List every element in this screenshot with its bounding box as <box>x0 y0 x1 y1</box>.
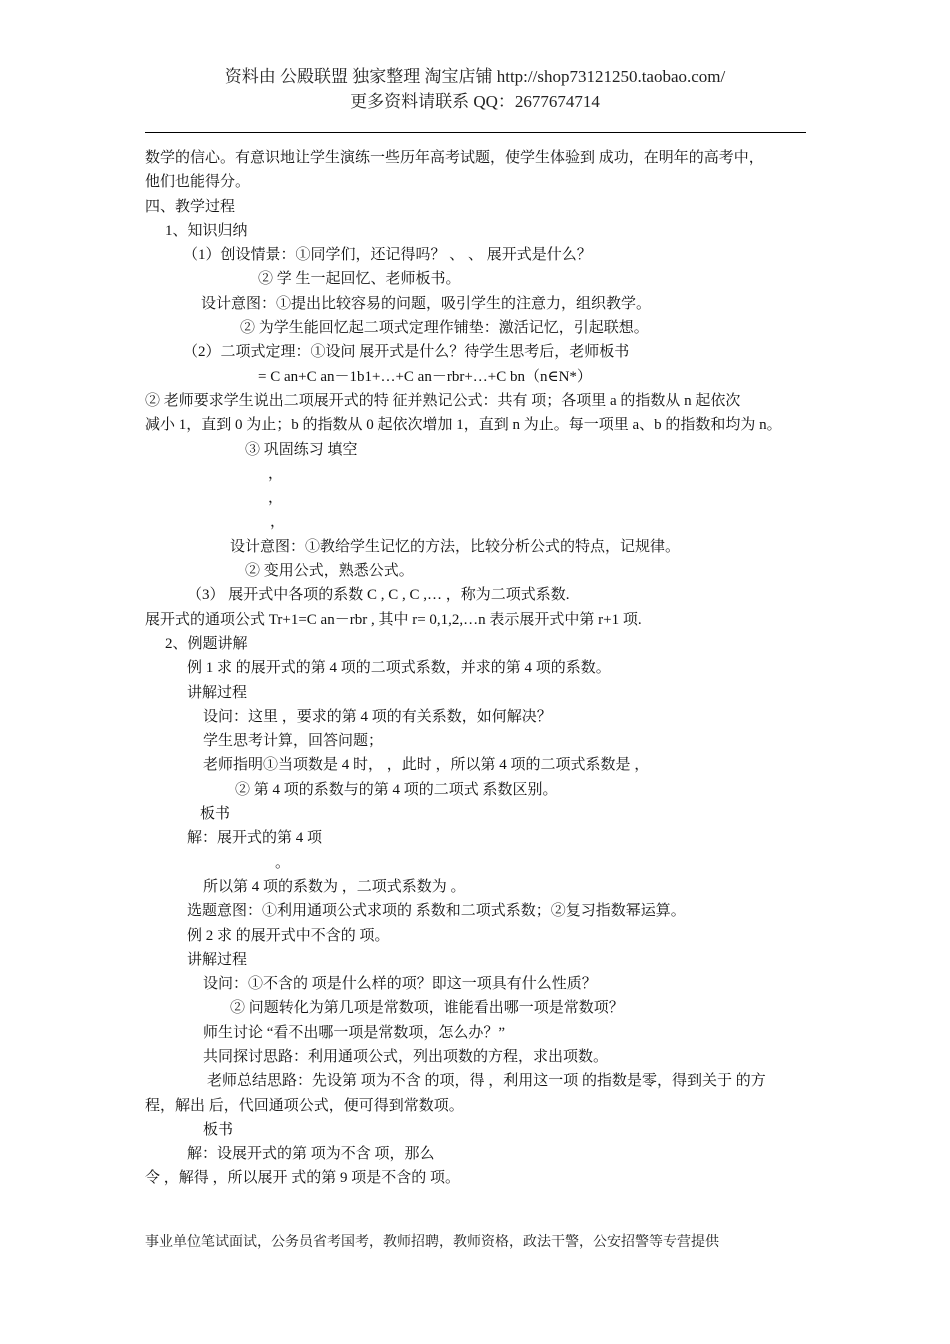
text-line: 展开式的通项公式 Tr+1=C an－rbr , 其中 r= 0,1,2,…n 表示展开式中第 r+1 项. <box>145 611 642 628</box>
document-body <box>145 146 817 1191</box>
text-line: 共同探讨思路：利用通项公式，列出项数的方程，求出项数。 <box>203 1048 609 1065</box>
text-line: 所以第 4 项的系数为 ，二项式系数为 。 <box>203 878 466 895</box>
text-line: 板书 <box>203 1121 234 1138</box>
text-line: 设问：①不含的 项是什么样的项？即这一项具有什么性质？ <box>203 976 597 993</box>
text-line: 数学的信心。有意识地让学生演练一些历年高考试题，使学生体验到 成功，在明年的高考中， <box>145 150 764 166</box>
text-line: 例 2 求 的展开式中不含的 项。 <box>187 927 390 944</box>
text-line: 讲解过程 <box>187 951 248 968</box>
text-line: 设计意图：①教给学生记忆的方法，比较分析公式的特点，记规律。 <box>230 538 681 555</box>
text-line: 选题意图：①利用通项公式求项的 系数和二项式系数；②复习指数幂运算。 <box>187 903 686 920</box>
text-line: 解：设展开式的第 项为不含 项，那么 <box>187 1146 435 1163</box>
text-line: 板书 <box>200 806 231 823</box>
text-line: ② 学 生一起回忆、老师板书。 <box>258 271 461 288</box>
text-line: ② 变用公式，熟悉公式。 <box>245 563 414 580</box>
text-line: ② 第 4 项的系数与的第 4 项的二项式 系数区别。 <box>235 781 558 798</box>
text-line: ② 问题转化为第几项是常数项，谁能看出哪一项是常数项？ <box>230 1000 624 1017</box>
text-line: （2）二项式定理：①设问 展开式是什么？待学生思考后，老师板书 <box>183 344 630 361</box>
page-header <box>0 64 950 114</box>
text-line: 讲解过程 <box>187 684 248 701</box>
header-line-1: 资料由 公殿联盟 独家整理 淘宝店铺 http://shop73121250.taobao.com/ <box>224 67 726 86</box>
text-line: ， <box>270 514 286 531</box>
text-line: 设计意图：①提出比较容易的问题，吸引学生的注意力，组织教学。 <box>201 295 652 312</box>
header-line-2: 更多资料请联系 QQ：2677674714 <box>350 92 600 111</box>
text-line: 令 ，解得 ，所以展开 式的第 9 项是不含的 项。 <box>145 1170 461 1187</box>
text-line: ， <box>268 465 284 482</box>
text-line: 。 <box>275 854 291 871</box>
text-line: 学生思考计算，回答问题； <box>203 733 384 750</box>
text-line: 设问：这里 ，要求的第 4 项的有关系数，如何解决？ <box>203 708 552 725</box>
text-line: 解：展开式的第 4 项 <box>187 830 323 847</box>
text-line: 师生讨论 “看不出哪一项是常数项，怎么办？” <box>203 1024 506 1041</box>
text-line: 例 1 求 的展开式的第 4 项的二项式系数，并求的第 4 项的系数。 <box>187 660 611 677</box>
text-line: （1）创设情景：①同学们，还记得吗？ 、 、 展开式是什么？ <box>183 247 592 264</box>
text-line: 四、教学过程 <box>145 198 236 215</box>
text-line: 程，解出 后，代回通项公式，便可得到常数项。 <box>145 1097 464 1114</box>
text-line: ② 为学生能回忆起二项式定理作铺垫：激活记忆，引起联想。 <box>240 320 649 337</box>
text-line: ， <box>268 490 284 507</box>
text-line: 老师总结思路：先设第 项为不含 的项，得 ，利用这一项 的指数是零，得到关于 的方 <box>207 1073 766 1090</box>
text-line: = C an+C an－1b1+…+C an－rbr+…+C bn（n∈N*） <box>258 368 592 385</box>
header-divider <box>145 132 806 133</box>
text-line: 减小 1，直到 0 为止；b 的指数从 0 起依次增加 1，直到 n 为止。每一项里 a、b 的指数和均为 n。 <box>145 417 782 434</box>
text-line: 老师指明①当项数是 4 时， ，此时 ，所以第 4 项的二项式系数是 ， <box>203 757 650 774</box>
text-line: 1、知识归纳 <box>165 222 248 239</box>
text-line: ② 老师要求学生说出二项展开式的特 征并熟记公式：共有 项；各项里 a 的指数从 n 起依次 <box>145 392 741 409</box>
text-line: 他们也能得分。 <box>145 174 251 191</box>
page-footer: 事业单位笔试面试，公务员省考国考，教师招聘，教师资格，政法干警，公安招警等专营提供 <box>145 1235 719 1250</box>
text-line: （3） 展开式中各项的系数 C , C , C ,… ，称为二项式系数. <box>187 587 570 604</box>
text-line: ③ 巩固练习 填空 <box>245 441 358 458</box>
text-line: 2、例题讲解 <box>165 635 248 652</box>
